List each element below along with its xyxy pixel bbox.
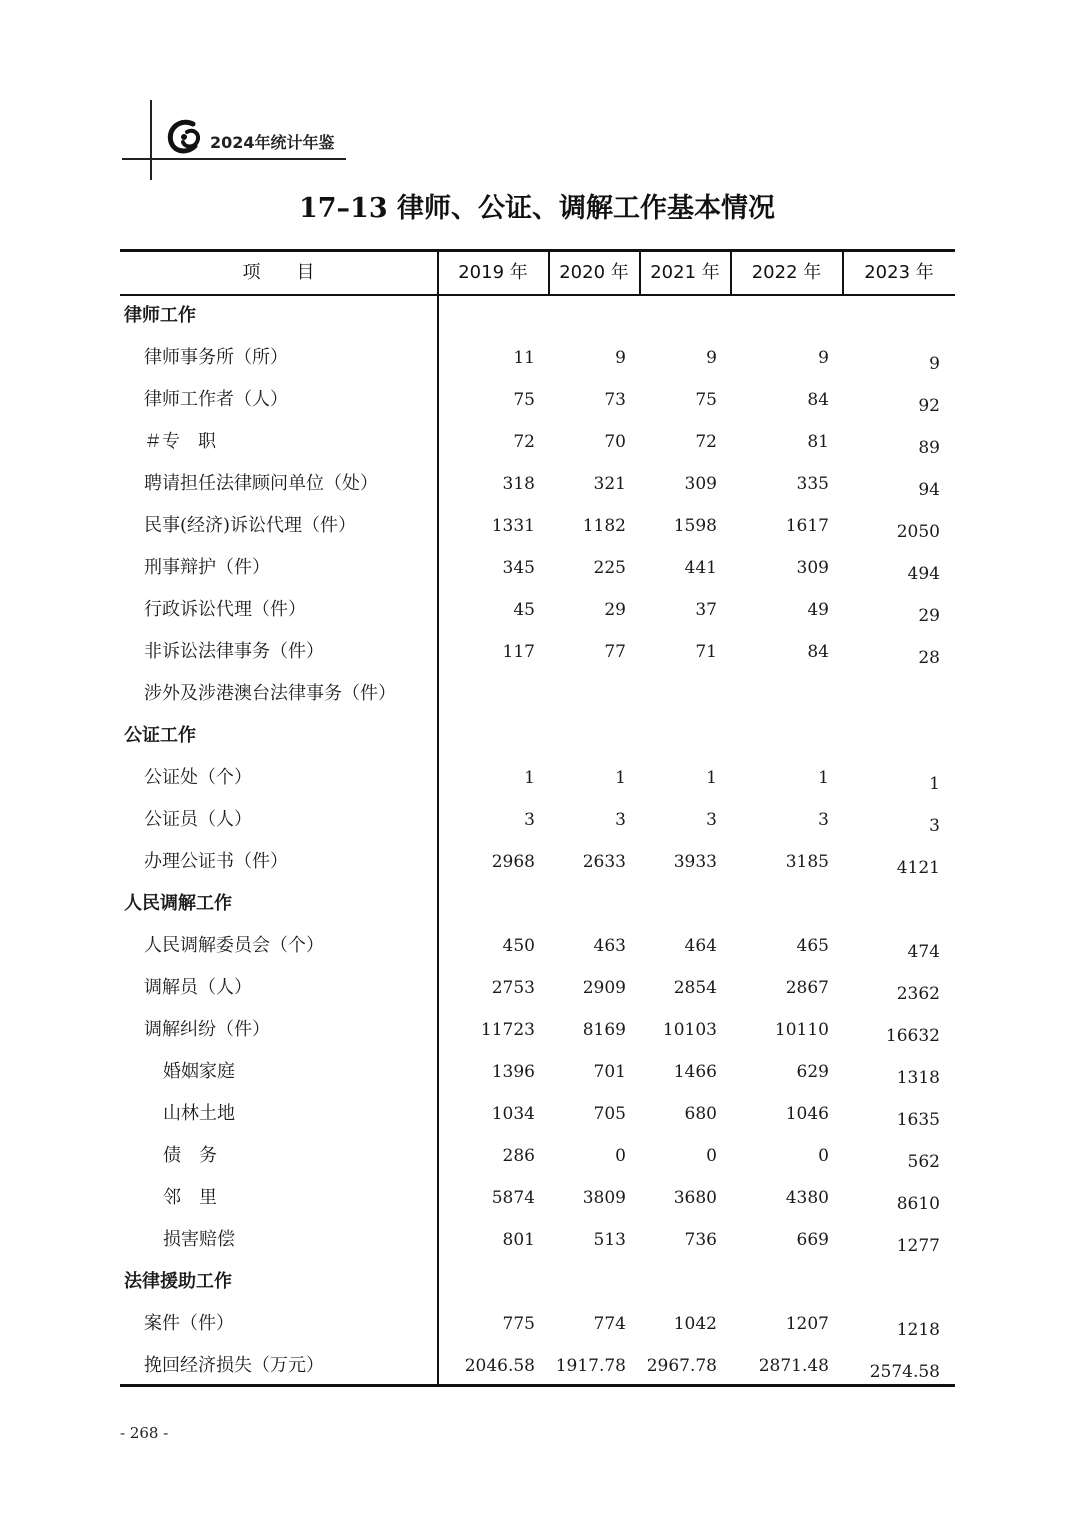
table-row bbox=[120, 799, 955, 841]
row-label: 人民调解委员会（个） bbox=[144, 935, 324, 956]
row-label: 损害赔偿 bbox=[163, 1229, 235, 1250]
row-label: 律师工作者（人） bbox=[144, 389, 288, 410]
cell-2022: 2871.48 bbox=[758, 1356, 829, 1376]
cell-2023: 494 bbox=[907, 564, 940, 584]
section-label: 公证工作 bbox=[124, 725, 196, 746]
cell-2019: 1396 bbox=[491, 1062, 535, 1082]
cell-2020: 73 bbox=[604, 390, 626, 410]
cell-2023: 89 bbox=[918, 438, 940, 458]
cell-2023: 2362 bbox=[896, 984, 940, 1004]
table-row bbox=[120, 421, 955, 463]
cell-2021: 309 bbox=[684, 474, 717, 494]
cell-2022: 3185 bbox=[785, 852, 829, 872]
column-header-2019: 2019 年 bbox=[458, 262, 528, 283]
row-label: 债 务 bbox=[163, 1145, 217, 1166]
cell-2020: 513 bbox=[593, 1230, 626, 1250]
row-label: 山林土地 bbox=[163, 1103, 235, 1124]
cell-2023: 2574.58 bbox=[869, 1362, 940, 1382]
table-row bbox=[120, 967, 955, 1009]
cell-2019: 117 bbox=[502, 642, 535, 662]
cell-2019: 5874 bbox=[491, 1188, 535, 1208]
cell-2022: 309 bbox=[796, 558, 829, 578]
cell-2023: 8610 bbox=[896, 1194, 940, 1214]
cell-2022: 84 bbox=[807, 642, 829, 662]
running-header-title: 2024年统计年鉴 bbox=[210, 133, 335, 152]
column-header-2021: 2021 年 bbox=[650, 262, 720, 283]
cell-2021: 464 bbox=[684, 936, 717, 956]
cell-2022: 4380 bbox=[785, 1188, 829, 1208]
header-vertical-rule bbox=[150, 100, 152, 180]
statistics-table bbox=[120, 249, 955, 1387]
cell-2021: 71 bbox=[695, 642, 717, 662]
cell-2020: 2909 bbox=[582, 978, 626, 998]
cell-2020: 1917.78 bbox=[555, 1356, 626, 1376]
cell-2022: 84 bbox=[807, 390, 829, 410]
table-row bbox=[120, 841, 955, 883]
cell-2020: 70 bbox=[604, 432, 626, 452]
table-row bbox=[120, 547, 955, 589]
cell-2023: 9 bbox=[929, 354, 940, 374]
cell-2020: 2633 bbox=[582, 852, 626, 872]
yearbook-logo-icon bbox=[163, 116, 205, 158]
row-label: 律师事务所（所） bbox=[144, 347, 288, 368]
cell-2021: 1042 bbox=[673, 1314, 717, 1334]
cell-2023: 1 bbox=[929, 774, 940, 794]
table-row bbox=[120, 1303, 955, 1345]
page-number: - 268 - bbox=[120, 1424, 169, 1442]
row-label: 案件（件） bbox=[144, 1313, 234, 1334]
cell-2022: 1207 bbox=[785, 1314, 829, 1334]
cell-2022: 10110 bbox=[774, 1020, 829, 1040]
cell-2021: 72 bbox=[695, 432, 717, 452]
column-header-2020: 2020 年 bbox=[559, 262, 629, 283]
cell-2021: 9 bbox=[706, 348, 717, 368]
cell-2023: 28 bbox=[918, 648, 940, 668]
cell-2019: 2753 bbox=[491, 978, 535, 998]
cell-2021: 75 bbox=[695, 390, 717, 410]
section-label: 律师工作 bbox=[124, 305, 196, 326]
section-label: 人民调解工作 bbox=[124, 893, 232, 914]
column-header-item: 项 目 bbox=[242, 262, 315, 283]
row-label: 办理公证书（件） bbox=[144, 851, 288, 872]
cell-2020: 463 bbox=[593, 936, 626, 956]
cell-2022: 9 bbox=[818, 348, 829, 368]
cell-2020: 1 bbox=[615, 768, 626, 788]
cell-2020: 225 bbox=[593, 558, 626, 578]
table-row bbox=[120, 463, 955, 505]
cell-2022: 335 bbox=[796, 474, 829, 494]
cell-2021: 2854 bbox=[673, 978, 717, 998]
cell-2021: 37 bbox=[695, 600, 717, 620]
cell-2020: 3 bbox=[615, 810, 626, 830]
section-row bbox=[120, 295, 955, 337]
cell-2023: 562 bbox=[907, 1152, 940, 1172]
cell-2022: 465 bbox=[796, 936, 829, 956]
header-horizontal-rule bbox=[122, 158, 346, 160]
row-label: 涉外及涉港澳台法律事务（件） bbox=[144, 683, 396, 704]
cell-2022: 0 bbox=[818, 1146, 829, 1166]
cell-2020: 321 bbox=[593, 474, 626, 494]
table-row bbox=[120, 1009, 955, 1051]
column-header-2023: 2023 年 bbox=[864, 262, 934, 283]
cell-2023: 1277 bbox=[896, 1236, 940, 1256]
row-label: 聘请担任法律顾问单位（处） bbox=[144, 473, 378, 494]
cell-2019: 345 bbox=[502, 558, 535, 578]
cell-2022: 81 bbox=[807, 432, 829, 452]
cell-2023: 4121 bbox=[896, 858, 940, 878]
cell-2021: 680 bbox=[684, 1104, 717, 1124]
row-label: 邻 里 bbox=[163, 1187, 217, 1208]
cell-2022: 3 bbox=[818, 810, 829, 830]
table-row bbox=[120, 337, 955, 379]
cell-2021: 441 bbox=[684, 558, 717, 578]
table-row bbox=[120, 1345, 955, 1387]
row-label: 调解纠纷（件） bbox=[144, 1019, 270, 1040]
cell-2019: 286 bbox=[502, 1146, 535, 1166]
row-label: 调解员（人） bbox=[144, 977, 252, 998]
cell-2019: 2046.58 bbox=[464, 1356, 535, 1376]
row-label: 公证员（人） bbox=[144, 809, 252, 830]
cell-2020: 701 bbox=[593, 1062, 626, 1082]
cell-2019: 2968 bbox=[491, 852, 535, 872]
cell-2022: 1617 bbox=[785, 516, 829, 536]
table-row bbox=[120, 589, 955, 631]
cell-2021: 2967.78 bbox=[646, 1356, 717, 1376]
cell-2020: 1182 bbox=[582, 516, 626, 536]
cell-2023: 2050 bbox=[896, 522, 940, 542]
cell-2020: 9 bbox=[615, 348, 626, 368]
table-row bbox=[120, 673, 955, 715]
cell-2021: 1466 bbox=[673, 1062, 717, 1082]
row-label: ＃专 职 bbox=[144, 431, 216, 452]
cell-2019: 450 bbox=[502, 936, 535, 956]
cell-2019: 11723 bbox=[480, 1020, 535, 1040]
cell-2023: 1318 bbox=[896, 1068, 940, 1088]
row-label: 民事(经济)诉讼代理（件） bbox=[144, 515, 357, 536]
cell-2022: 1 bbox=[818, 768, 829, 788]
table-row bbox=[120, 1051, 955, 1093]
cell-2020: 705 bbox=[593, 1104, 626, 1124]
cell-2023: 92 bbox=[918, 396, 940, 416]
cell-2022: 49 bbox=[807, 600, 829, 620]
cell-2020: 8169 bbox=[582, 1020, 626, 1040]
cell-2020: 774 bbox=[593, 1314, 626, 1334]
table-row bbox=[120, 757, 955, 799]
table-row bbox=[120, 1093, 955, 1135]
table-row bbox=[120, 1177, 955, 1219]
cell-2021: 1 bbox=[706, 768, 717, 788]
cell-2023: 1218 bbox=[896, 1320, 940, 1340]
cell-2021: 3933 bbox=[673, 852, 717, 872]
table-row bbox=[120, 1219, 955, 1261]
cell-2019: 1331 bbox=[491, 516, 535, 536]
row-label: 刑事辩护（件） bbox=[144, 557, 270, 578]
cell-2019: 1034 bbox=[491, 1104, 535, 1124]
cell-2019: 3 bbox=[524, 810, 535, 830]
cell-2019: 72 bbox=[513, 432, 535, 452]
column-header-2022: 2022 年 bbox=[751, 262, 822, 283]
cell-2021: 10103 bbox=[662, 1020, 717, 1040]
cell-2022: 1046 bbox=[785, 1104, 829, 1124]
table-row bbox=[120, 925, 955, 967]
cell-2019: 318 bbox=[502, 474, 535, 494]
cell-2019: 75 bbox=[513, 390, 535, 410]
section-row bbox=[120, 715, 955, 757]
section-row bbox=[120, 883, 955, 925]
cell-2021: 1598 bbox=[673, 516, 717, 536]
cell-2021: 736 bbox=[684, 1230, 717, 1250]
cell-2023: 16632 bbox=[885, 1026, 940, 1046]
cell-2020: 0 bbox=[615, 1146, 626, 1166]
cell-2019: 775 bbox=[502, 1314, 535, 1334]
row-label: 公证处（个） bbox=[144, 767, 252, 788]
cell-2019: 11 bbox=[513, 348, 535, 368]
cell-2020: 29 bbox=[604, 600, 626, 620]
cell-2023: 1635 bbox=[896, 1110, 940, 1130]
table-row bbox=[120, 1135, 955, 1177]
table-row bbox=[120, 631, 955, 673]
row-label: 婚姻家庭 bbox=[163, 1061, 235, 1082]
cell-2022: 669 bbox=[796, 1230, 829, 1250]
cell-2020: 77 bbox=[604, 642, 626, 662]
cell-2019: 45 bbox=[513, 600, 535, 620]
cell-2019: 801 bbox=[502, 1230, 535, 1250]
cell-2023: 3 bbox=[929, 816, 940, 836]
cell-2019: 1 bbox=[524, 768, 535, 788]
cell-2020: 3809 bbox=[582, 1188, 626, 1208]
cell-2023: 474 bbox=[907, 942, 940, 962]
row-label: 挽回经济损失（万元） bbox=[144, 1355, 324, 1376]
cell-2021: 3 bbox=[706, 810, 717, 830]
cell-2021: 0 bbox=[706, 1146, 717, 1166]
cell-2022: 629 bbox=[796, 1062, 829, 1082]
table-title: 17–13 律师、公证、调解工作基本情况 bbox=[298, 193, 776, 224]
section-label: 法律援助工作 bbox=[124, 1271, 232, 1292]
cell-2023: 94 bbox=[918, 480, 940, 500]
row-label: 非诉讼法律事务（件） bbox=[144, 641, 324, 662]
row-label: 行政诉讼代理（件） bbox=[144, 599, 306, 620]
table-body bbox=[120, 295, 955, 1387]
cell-2022: 2867 bbox=[785, 978, 829, 998]
cell-2021: 3680 bbox=[673, 1188, 717, 1208]
table-row bbox=[120, 379, 955, 421]
table-row bbox=[120, 505, 955, 547]
section-row bbox=[120, 1261, 955, 1303]
cell-2023: 29 bbox=[918, 606, 940, 626]
